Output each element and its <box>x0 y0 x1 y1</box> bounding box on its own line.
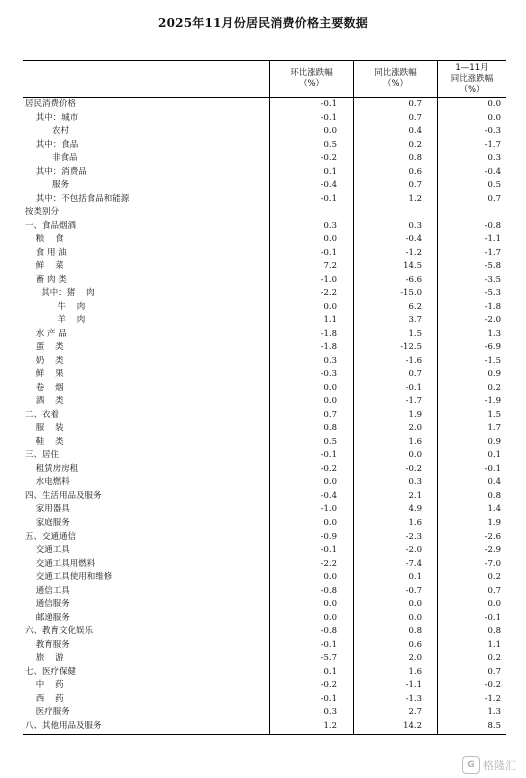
row-label: 水 产 品 <box>25 328 67 339</box>
header-mom <box>270 61 353 97</box>
table-row <box>23 247 506 261</box>
cell-ytd: -1.8 <box>484 301 501 312</box>
row-label: 卷 烟 <box>25 382 64 393</box>
table-row <box>23 531 506 545</box>
cell-ytd: 0.9 <box>487 369 501 380</box>
cell-yoy: 0.8 <box>408 153 422 164</box>
cell-ytd: 0.0 <box>487 599 501 610</box>
row-label: 一、食品烟酒 <box>25 220 77 231</box>
cell-ytd: 0.0 <box>487 112 501 123</box>
table-row <box>23 476 506 490</box>
cell-mom: -0.2 <box>320 153 337 164</box>
cell-mom: 0.0 <box>323 382 337 393</box>
table-row <box>23 166 506 180</box>
table-row <box>23 490 506 504</box>
table-row <box>23 112 506 126</box>
cell-mom: 0.0 <box>323 126 337 137</box>
table-row <box>23 585 506 599</box>
cell-yoy: 3.7 <box>408 315 422 326</box>
table-row <box>23 639 506 653</box>
table-row <box>23 558 506 572</box>
row-label: 水电燃料 <box>25 477 70 488</box>
cell-mom: -0.8 <box>320 585 337 596</box>
row-label: 羊 肉 <box>25 315 86 326</box>
cell-yoy: -0.4 <box>405 234 422 245</box>
cell-yoy: -0.7 <box>405 585 422 596</box>
cell-yoy: 14.2 <box>403 720 422 731</box>
cell-mom: 7.2 <box>323 261 337 272</box>
table-row <box>23 193 506 207</box>
cell-ytd: 1.1 <box>487 639 501 650</box>
cell-mom: -0.1 <box>320 545 337 556</box>
row-label: 五、交通通信 <box>25 531 77 542</box>
cpi-table <box>23 60 506 733</box>
cell-ytd: 0.7 <box>487 585 501 596</box>
row-label: 八、其他用品及服务 <box>25 720 102 731</box>
row-label: 通信工具 <box>25 585 70 596</box>
cell-yoy: 2.0 <box>408 653 422 664</box>
cell-mom: -0.4 <box>320 180 337 191</box>
column-divider <box>437 60 438 734</box>
header-yoy <box>354 61 437 97</box>
cell-ytd: -0.4 <box>484 166 501 177</box>
cell-ytd: -5.3 <box>484 288 501 299</box>
table-row <box>23 693 506 707</box>
row-label: 家用器具 <box>25 504 70 515</box>
cell-mom: -0.1 <box>320 693 337 704</box>
row-label: 牛 肉 <box>25 301 86 312</box>
table-body <box>23 98 506 733</box>
cell-ytd: -1.7 <box>484 247 501 258</box>
row-label: 食 用 油 <box>25 247 67 258</box>
cell-ytd: 0.2 <box>487 572 501 583</box>
row-label: 服 装 <box>25 423 64 434</box>
table-row <box>23 625 506 639</box>
row-label: 蛋 类 <box>25 342 64 353</box>
cell-ytd: 0.9 <box>487 436 501 447</box>
cell-yoy: 0.3 <box>408 220 422 231</box>
header-mom-unit: （%） <box>298 79 325 89</box>
cell-mom: -0.1 <box>320 112 337 123</box>
cell-yoy: -15.0 <box>400 288 422 299</box>
table-row <box>23 328 506 342</box>
table-row <box>23 652 506 666</box>
cell-yoy: 1.2 <box>408 193 422 204</box>
cell-mom: 0.0 <box>323 517 337 528</box>
cell-mom: 0.1 <box>323 666 337 677</box>
watermark <box>462 756 516 774</box>
cell-ytd: 0.4 <box>487 477 501 488</box>
cell-ytd: -6.9 <box>484 342 501 353</box>
cell-yoy: -2.3 <box>405 531 422 542</box>
cell-yoy: 2.1 <box>408 490 422 501</box>
table-row <box>23 436 506 450</box>
table-row <box>23 139 506 153</box>
row-label: 西 药 <box>25 693 64 704</box>
cell-ytd: 0.7 <box>487 666 501 677</box>
cell-ytd: 0.2 <box>487 382 501 393</box>
cell-ytd: -0.8 <box>484 220 501 231</box>
table-row <box>23 409 506 423</box>
cell-ytd: 1.7 <box>487 423 501 434</box>
watermark-logo-icon: G <box>462 756 480 774</box>
row-label: 医疗服务 <box>25 707 70 718</box>
cell-ytd: 0.8 <box>487 490 501 501</box>
row-label: 交通工具用燃料 <box>25 558 96 569</box>
cell-mom: -1.0 <box>320 504 337 515</box>
row-label: 二、衣着 <box>25 409 60 420</box>
table-row <box>23 287 506 301</box>
cell-yoy: 0.0 <box>408 599 422 610</box>
cell-yoy: -2.0 <box>405 545 422 556</box>
row-label: 按类别分 <box>25 207 60 218</box>
header-ytd <box>438 61 506 97</box>
table-row <box>23 260 506 274</box>
cell-yoy: -1.6 <box>405 355 422 366</box>
table-row <box>23 314 506 328</box>
cell-yoy: 0.0 <box>408 450 422 461</box>
row-label: 其中：城市 <box>25 112 79 123</box>
cell-yoy: 0.7 <box>408 369 422 380</box>
cell-ytd: 8.5 <box>487 720 501 731</box>
table-row <box>23 679 506 693</box>
row-label: 其中：食品 <box>25 139 79 150</box>
cell-mom: 0.5 <box>323 436 337 447</box>
cell-mom: -0.2 <box>320 680 337 691</box>
cell-mom: -0.4 <box>320 490 337 501</box>
row-label: 四、生活用品及服务 <box>25 490 102 501</box>
cell-yoy: 1.6 <box>408 517 422 528</box>
cell-mom: 0.0 <box>323 396 337 407</box>
table-row <box>23 449 506 463</box>
cell-yoy: 1.9 <box>408 409 422 420</box>
header-mom-label: 环比涨跌幅 <box>290 68 333 78</box>
row-label: 交通工具 <box>25 545 70 556</box>
table-row <box>23 517 506 531</box>
cell-ytd: -1.9 <box>484 396 501 407</box>
cell-yoy: -1.2 <box>405 247 422 258</box>
cell-ytd: -1.7 <box>484 139 501 150</box>
cell-mom: -0.1 <box>320 247 337 258</box>
cell-mom: -2.2 <box>320 558 337 569</box>
cell-ytd: -0.1 <box>484 612 501 623</box>
cell-yoy: 4.9 <box>408 504 422 515</box>
table-row <box>23 720 506 734</box>
header-ytd-period: 1—11月 <box>455 62 489 73</box>
table-row <box>23 503 506 517</box>
cell-mom: 0.0 <box>323 612 337 623</box>
table-row <box>23 368 506 382</box>
cell-yoy: 0.1 <box>408 572 422 583</box>
cell-mom: 0.5 <box>323 139 337 150</box>
cell-yoy: -0.2 <box>405 463 422 474</box>
cell-mom: -0.8 <box>320 626 337 637</box>
cell-mom: -0.3 <box>320 369 337 380</box>
row-label: 其中：消费品 <box>25 166 87 177</box>
cell-ytd: 1.4 <box>487 504 501 515</box>
row-label: 鞋 类 <box>25 436 64 447</box>
cell-yoy: 0.2 <box>408 139 422 150</box>
cell-mom: -0.1 <box>320 99 337 109</box>
row-label: 鲜 菜 <box>25 261 64 272</box>
cell-yoy: -7.4 <box>405 558 422 569</box>
table-row <box>23 274 506 288</box>
cell-ytd: -5.8 <box>484 261 501 272</box>
cell-yoy: 0.4 <box>408 126 422 137</box>
row-label: 奶 类 <box>25 355 64 366</box>
cell-yoy: 1.6 <box>408 666 422 677</box>
table-row <box>23 395 506 409</box>
cell-mom: -2.2 <box>320 288 337 299</box>
cell-ytd: 0.7 <box>487 193 501 204</box>
header-ytd-label: 同比涨跌幅 <box>450 73 494 84</box>
table-row <box>23 179 506 193</box>
table-row <box>23 206 506 220</box>
row-label: 家庭服务 <box>25 517 70 528</box>
cell-yoy: 0.8 <box>408 626 422 637</box>
cell-mom: -1.8 <box>320 328 337 339</box>
cell-yoy: 1.6 <box>408 436 422 447</box>
table-row <box>23 233 506 247</box>
cell-ytd: -2.9 <box>484 545 501 556</box>
cell-mom: 1.2 <box>323 720 337 731</box>
cell-yoy: 0.7 <box>408 180 422 191</box>
cell-mom: 0.0 <box>323 599 337 610</box>
table-row <box>23 598 506 612</box>
cell-yoy: -6.6 <box>405 274 422 285</box>
row-label: 交通工具使用和维修 <box>25 572 113 583</box>
table-row <box>23 341 506 355</box>
cell-mom: -0.1 <box>320 450 337 461</box>
cell-mom: 0.8 <box>323 423 337 434</box>
row-label: 非食品 <box>25 153 78 164</box>
cell-mom: 0.1 <box>323 166 337 177</box>
row-label: 酒 类 <box>25 396 64 407</box>
cell-mom: -0.9 <box>320 531 337 542</box>
row-label: 服务 <box>25 180 70 191</box>
header-yoy-label: 同比涨跌幅 <box>374 68 417 78</box>
cell-ytd: -2.0 <box>484 315 501 326</box>
cell-mom: 0.7 <box>323 409 337 420</box>
cell-yoy: 0.7 <box>408 99 422 109</box>
cell-yoy: 14.5 <box>403 261 422 272</box>
table-bottom-rule <box>23 734 506 735</box>
cell-ytd: 1.9 <box>487 517 501 528</box>
cell-mom: -5.7 <box>320 653 337 664</box>
row-label: 三、居住 <box>25 450 60 461</box>
table-row <box>23 706 506 720</box>
cell-mom: -1.0 <box>320 274 337 285</box>
table-row <box>23 355 506 369</box>
table-row <box>23 125 506 139</box>
row-label: 居民消费价格 <box>25 99 77 109</box>
cell-mom: -0.2 <box>320 463 337 474</box>
row-label: 通信服务 <box>25 599 70 610</box>
cell-ytd: 1.3 <box>487 328 501 339</box>
cell-yoy: -1.3 <box>405 693 422 704</box>
cell-ytd: 0.0 <box>487 99 501 109</box>
cell-mom: 0.3 <box>323 707 337 718</box>
header-yoy-unit: （%） <box>382 79 409 89</box>
cell-mom: 0.0 <box>323 301 337 312</box>
row-label: 中 药 <box>25 680 64 691</box>
cell-yoy: -12.5 <box>400 342 422 353</box>
header-ytd-unit: （%） <box>459 84 485 95</box>
cell-yoy: -1.1 <box>405 680 422 691</box>
table-row <box>23 382 506 396</box>
table-row <box>23 98 506 112</box>
row-label: 鲜 果 <box>25 369 64 380</box>
table-row <box>23 666 506 680</box>
table-header <box>23 60 506 98</box>
cell-yoy: 6.2 <box>408 301 422 312</box>
cell-yoy: -1.7 <box>405 396 422 407</box>
table-row <box>23 220 506 234</box>
cell-ytd: 1.3 <box>487 707 501 718</box>
row-label: 畜 肉 类 <box>25 274 67 285</box>
cell-ytd: 1.5 <box>487 409 501 420</box>
cell-mom: -0.1 <box>320 193 337 204</box>
cell-yoy: 0.7 <box>408 112 422 123</box>
row-label: 六、教育文化娱乐 <box>25 626 94 637</box>
row-label: 七、医疗保健 <box>25 666 77 677</box>
cell-ytd: -0.2 <box>484 680 501 691</box>
cell-mom: 0.3 <box>323 220 337 231</box>
cell-ytd: -2.6 <box>484 531 501 542</box>
cell-ytd: -0.3 <box>484 126 501 137</box>
cell-mom: 0.0 <box>323 234 337 245</box>
cell-mom: 1.1 <box>323 315 337 326</box>
cell-mom: 0.0 <box>323 572 337 583</box>
cell-yoy: 0.6 <box>408 166 422 177</box>
cell-ytd: -7.0 <box>484 558 501 569</box>
row-label: 旅 游 <box>25 653 64 664</box>
row-label: 邮递服务 <box>25 612 70 623</box>
cell-mom: 0.0 <box>323 477 337 488</box>
table-row <box>23 463 506 477</box>
table-row <box>23 301 506 315</box>
cell-ytd: -3.5 <box>484 274 501 285</box>
cell-ytd: -0.1 <box>484 463 501 474</box>
cell-yoy: -0.1 <box>405 382 422 393</box>
column-divider <box>269 60 270 734</box>
cell-mom: -1.8 <box>320 342 337 353</box>
cell-ytd: 0.5 <box>487 180 501 191</box>
table-row <box>23 544 506 558</box>
row-label: 粮 食 <box>25 234 64 245</box>
row-label: 租赁房房租 <box>25 463 79 474</box>
table-row <box>23 152 506 166</box>
table-row <box>23 571 506 585</box>
table-row <box>23 612 506 626</box>
row-label: 农村 <box>25 126 70 137</box>
row-label: 其中：猪 肉 <box>25 288 95 299</box>
cell-yoy: 2.0 <box>408 423 422 434</box>
cell-mom: 0.3 <box>323 355 337 366</box>
cell-ytd: 0.2 <box>487 653 501 664</box>
cell-ytd: 0.1 <box>487 450 501 461</box>
watermark-text: 格隆汇 <box>483 759 516 772</box>
cell-ytd: -1.2 <box>484 693 501 704</box>
cell-yoy: 0.3 <box>408 477 422 488</box>
table-row <box>23 422 506 436</box>
column-divider <box>353 60 354 734</box>
cell-ytd: 0.8 <box>487 626 501 637</box>
cell-yoy: 2.7 <box>408 707 422 718</box>
row-label: 教育服务 <box>25 639 70 650</box>
cell-ytd: 0.3 <box>487 153 501 164</box>
cell-yoy: 0.0 <box>408 612 422 623</box>
cell-ytd: -1.1 <box>484 234 501 245</box>
cell-mom: -0.1 <box>320 639 337 650</box>
page-title: 2025年11月份居民消费价格主要数据 <box>158 16 368 30</box>
cell-yoy: 0.6 <box>408 639 422 650</box>
row-label: 其中：不包括食品和能源 <box>25 193 130 204</box>
cell-ytd: -1.5 <box>484 355 501 366</box>
cell-yoy: 1.5 <box>408 328 422 339</box>
